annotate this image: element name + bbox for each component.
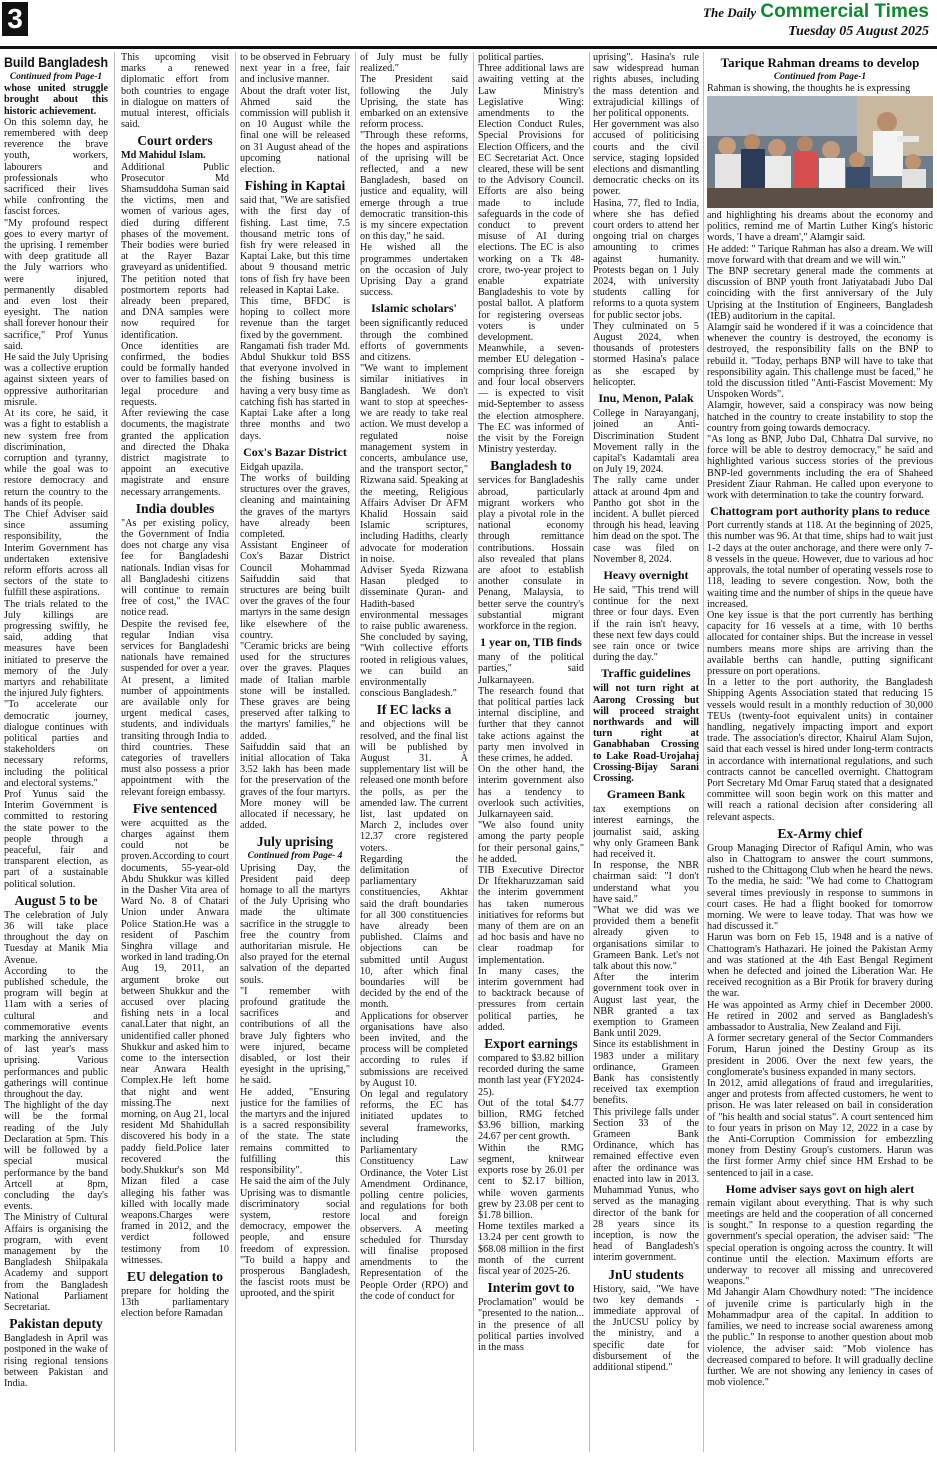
article-paragraph: Regarding the delimitation of parliamentary constituencies, Akhtar said the draft boundaries for all 300 constituencies have already been published. Claims and objections can be submitted until August 10, after which final boundaries will be decided by the end of the month. (360, 853, 468, 1011)
article-paragraph: In 2012, amid allegations of fraud and irregularities, anger and protests from affected customers, he went to prison. He was later released on bail in consideration of "his health and social status". A court sentenced him to four years in prison on May 12, 2022 in a case by the Anti-Corruption Commission for embezzling money from Destiny Group's customers. Harun was the first former Army chief since HM Ershad to be sentenced to jail in a case. (707, 1078, 933, 1179)
article-paragraph: and highlighting his dreams about the economy and politics, remind me of Martin Luther King's historic words, 'I have a dream'," Alamgir said. (707, 210, 933, 244)
speaker-photo (707, 96, 933, 208)
headline-tarique-rahman: Tarique Rahman dreams to develop (720, 55, 920, 70)
article-paragraph: The trials related to the July killings are progressing swiftly, he said, adding that measures have been initiated to preserve the memory of the July martyrs and rehabilitate the injured July fighters. (4, 598, 108, 700)
article-paragraph: Harun was born on Feb 15, 1948 and is a native of Chattogram's Hathazari. He joined the Pakistan Army and was stationed at the 4th East Bengal Regiment when he defected and joined the Liberation War. He received recognition as a Bir Protik for bravery during the war. (707, 932, 933, 1000)
article-paragraph: will not turn right at Aarong Crossing but will proceed straight northwards and will turn right at Ganabhaban Crossing to Lake Road-Urojahaj Crossing-Bijay Sarani Crossing. (593, 683, 699, 784)
subheading-fishing-in-kaptai: Fishing in Kaptai (244, 178, 346, 194)
article-paragraph: He wished all the programmes undertaken on the occasion of July Uprising Day a grand success. (360, 242, 468, 299)
article-paragraph: The works of building structures over the graves, cleaning and maintaining the graves of the martyrs have already been completed. (240, 472, 350, 540)
article-paragraph: On the other hand, the interim government also has a tendency to overlook such activities, Julkarnayeen said. (478, 764, 584, 820)
article-paragraph: Saifuddin said that an initial allocation of Taka 3.52 lakh has been made for the preservation of the graves of the four martyrs. More money will be allocated if necessary, he added. (240, 741, 350, 832)
article-paragraph: He added: " Tarique Rahman has also a dream. We will move forward with that dream and we will win." (707, 243, 933, 266)
paper-name (703, 2, 929, 23)
subheading-coxs-bazar: Cox's Bazar District (243, 444, 347, 459)
photo-of-speaker-at-podium-icon (707, 96, 933, 208)
article-paragraph: "Through these reforms, the hopes and aspirations of the uprising will be reflected, and a new Bangladesh, based on justice and equality, will emerge through a true democratic transition-this is my sincere expectation on this day," he said. (360, 130, 468, 243)
article-paragraph: Hasina, 77, fled to India, where she has defied court orders to attend her ongoing trial on charges amounting to crimes against humanity. Protests began on 1 July 2024, with university students calling for reforms to a quota system for public sector jobs. (593, 197, 699, 321)
subheading-august-5: August 5 to be (14, 892, 98, 908)
article-paragraph: many of the political parties," said Julkarnayeen. (478, 652, 584, 686)
subheading-islamic-scholars: Islamic scholars' (371, 301, 457, 316)
article-paragraph: "To accelerate our democratic journey, dialogue continues with political parties and stakeholders on necessary reforms, including the political and electoral systems." (4, 699, 108, 789)
article-paragraph: "We also found unity among the party people for their personal gains," he added. (478, 820, 584, 865)
article-paragraph: "What we did was we provided them a benefit already given to organisations similar to Grameen Bank. Let's not talk about this now." (593, 905, 699, 973)
article-paragraph: About the draft voter list, Ahmed said the commission will publish it on 10 August while the final one will be released on 31 August ahead of the upcoming national election. (240, 85, 350, 176)
article-paragraph: After reviewing the case documents, the magistrate granted the application and directed the Dhaka district magistrate to appoint an executive magistrate and ensure necessary arrangements. (121, 408, 229, 498)
article-lead: Md Mahidul Islam. (121, 150, 206, 162)
article-lead: Rahman is showing, the thoughts he is expressing (707, 83, 911, 94)
paper-name-main: Commercial Times (760, 1, 929, 22)
column-1 (4, 52, 108, 1452)
article-paragraph: Applications for observer organisations have also been invited, and the process will be completed according to rules if submissions are received by August 10. (360, 1010, 468, 1089)
article-paragraph: Despite the revised fee, regular Indian visa services for Bangladeshi nationals have remained suspended for over a year. At present, a limited number of appointments are available only for urgent medical cases, students, and individuals transiting through India to third countries. These categories of travellers must also possess a prior appointment with the relevant foreign embassy. (121, 618, 229, 798)
column-6 (593, 52, 699, 1452)
article-paragraph: He said the July Uprising was a collective eruption against sixteen years of oppressive authoritarian misrule. (4, 352, 108, 408)
article-paragraph: "Ceramic bricks are being used for the structures over the graves. Plaques made of Italian marble stone will be installed. These graves are being preserved after talking to the martyrs' families," he added. (240, 640, 350, 742)
article-paragraph: political parties. (478, 52, 544, 63)
article-paragraph: In a letter to the port authority, the Bangladesh Shipping Agents Association stated that reducing 15 vessels would result in a monthly reduction of 30,000 TEUs (twenty-foot equivalent units) in container handling, negatively impacting import and export trade. The association's director, Khairul Alam Sujon, said that each vessel is hired under long-term contracts in accordance with international regulations, and such contracts cannot be cancelled overnight. Chattogram Port Secretary Md Omar Faruq stated that a designated committee will soon begin work on this matter and will reach a rational decision after considering all relevant aspects. (707, 677, 933, 823)
column-5 (478, 52, 584, 1452)
article-paragraph: The celebration of July 36 will take place throughout the day on Tuesday at Manik Mia Avenue. (4, 909, 108, 966)
article-paragraph: were acquitted as the charges against them could not be proven.According to court documents, 55-year-old Abdu Shukkur was killed in the Dasher Vita area of Ward No. 8 of Chatari Union under Anwara Police Station.He was a resident of Paschim Singhra village and worked in land trading.On Aug 19, 2011, an argument broke out between Shukkur and the accused over placing fishing nets in a local canal.Later that night, an unidentified caller phoned Shukkur and asked him to come to the intersection near Anwara Health Complex.He left home that night and went missing.The next morning, on Aug 21, local resident Md Shahidullah discovered his body in a paddy field.Police later recovered the body.Shukkur's son Md Mizan filed a case alleging his father was killed with locally made weapons.Charges were framed in 2012, and the verdict followed testimony from 10 witnesses. (121, 817, 229, 1266)
column-divider (235, 52, 236, 1452)
article-paragraph: The rally came under attack at around 4pm and Pantho got shot in the incident. A bullet pierced through his head, leaving him dead on the spot. The case was filed on November 8, 2024. (593, 475, 699, 565)
article-paragraph: compared to $3.82 billion recorded during the same month last year (FY2024-25). (478, 1053, 584, 1098)
article-paragraph: Three additional laws are awaiting vetting at the Law Ministry's Legislative Wing: amendments to the Election Conduct Rules, Special Provisions for Election Officers, and the EC Secretariat Act. Once cleared, these will be sent to the Advisory Council. Efforts are also being made to include safeguards in the code of conduct to prevent misuse of AI during elections. The EC is also working on a Tk 48-crore, two-year project to enable expatriate Bangladeshis to vote by postal ballot. A platform for registering overseas voters is under development. (478, 63, 584, 344)
article-paragraph: Her government was also accused of politicising courts and the civil service, staging lopsided elections and dismantling democratic checks on its power. (593, 119, 699, 198)
article-paragraph: The research found that that political parties lack internal discipline, and further that they cannot take actions against the party men involved in these crimes, he added. (478, 685, 584, 764)
article-paragraph: TIB Executive Director Dr Iftekharuzzaman said the interim government has taken numerous initiatives for reforms but many of them are on an ad hoc basis and have no clear roadmap for implementation. (478, 865, 584, 966)
masthead (0, 0, 937, 50)
article-paragraph: remain vigilant about everything. That is why such meetings are held and the cooperation of all concerned is sought." In response to a question regarding the government's special operation, the adviser said: "The special operation is ongoing across the country. It will continue until the election. Maximum efforts are underway to recover all missing and unrecovered weapons." (707, 1197, 933, 1288)
subheading-grameen-bank: Grameen Bank (606, 787, 686, 802)
column-divider (473, 52, 474, 1452)
subheading-inu-menon-palak: Inu, Menon, Palak (598, 391, 694, 406)
article-paragraph: The highlight of the day will be the formal reading of the July Declaration at 5pm. This will be followed by a special musical performance by the band Artcell at 8pm, concluding the day's events. (4, 1100, 108, 1213)
subheading-heavy-overnight: Heavy overnight (603, 567, 689, 582)
article-paragraph: of July must be fully realized." (360, 52, 468, 75)
subheading-traffic-guidelines: Traffic guidelines (601, 666, 691, 681)
article-paragraph: Alamgir said he wondered if it was a coincidence that whenever the country is destroyed, the economy is destroyed, the responsibility falls on the BNP to rebuild it. "Today, perhaps BNP will have to take that responsibility again. This challenge must be faced," he told the discussion titled "Anti-Fascist Movement: My Unspoken Words". (707, 322, 933, 401)
article-paragraph: Since its establishment in 1983 under a military ordinance, Grameen Bank has consistently received tax exemption benefits. (593, 1039, 699, 1107)
article-paragraph: The Ministry of Cultural Affairs is organising the program, with event management by the Bangladesh Shilpakala Academy and support from the Bangladesh National Parliament Secretariat. (4, 1212, 108, 1313)
article-paragraph: Alamgir, however, said a conspiracy was now being hatched in the country to create instability to stop the country from going towards democracy. (707, 400, 933, 434)
article-paragraph: Meanwhile, a seven-member EU delegation - comprising three foreign and four local observers — is expected to visit mid-September to assess the election atmosphere. The EC was informed of the visit by the Foreign Ministry yesterday. (478, 343, 584, 456)
article-paragraph: Bangladesh in April was postponed in the wake of rising regional tensions between Pakistan and India. (4, 1333, 108, 1389)
article-paragraph: The petition noted that postmortem reports had already been prepared, and DNA samples were now required for identification. (121, 273, 229, 341)
article-paragraph: Adviser Syeda Rizwana Hasan pledged to disseminate Quran- and Hadith-based environmental messages to raise public awareness. She concluded by saying, "With collective efforts rooted in religious values, we can build an environmentally conscious Bangladesh." (360, 564, 468, 700)
article-paragraph: College in Narayanganj, joined an Anti-Discrimination Student Movement rally in the capital's Kadamtali area on July 19, 2024. (593, 408, 699, 476)
article-paragraph: This time, BFDC is hoping to collect more revenue than the target fixed by the government. (240, 296, 350, 341)
article-paragraph: The President said following the July Uprising, the state has embarked on an extensive reform process. (360, 74, 468, 131)
column-7 (707, 210, 933, 1455)
subheading-india-doubles: India doubles (135, 500, 215, 516)
subheading-tib-finds: 1 year on, TIB finds (480, 635, 582, 650)
paper-name-prefix: The Daily (703, 5, 757, 20)
column-divider (114, 52, 115, 1452)
article-paragraph: uprising". Hasina's rule saw widespread human rights abuses, including the mass detention and extrajudicial killings of her political opponents. (593, 52, 699, 120)
article-paragraph: said that, "We are satisfied with the first day of fishing. Last time, 7.5 thousand metric tons of fish fry were released in Kaptai Lake, but this time about 9 thousand metric tons of fish fry have been released in Kaptai Lake. (240, 195, 350, 296)
article-paragraph: On this solemn day, he remembered with deep reverence the brave youth, workers, labourers and professionals who sacrificed their lives while confronting the fascist forces. (4, 116, 108, 218)
article-paragraph: Home textiles marked a 13.24 per cent growth to $68.08 million in the first month of the current fiscal year of 2025-26. (478, 1221, 584, 1277)
subheading-home-adviser: Home adviser says govt on high alert (725, 1181, 915, 1196)
column-2 (121, 52, 229, 1452)
article-paragraph: and objections will be resolved, and the final list will be published by August 31. A supplementary list will be released one month before the polls, as per the amended law. The current list, last updated on March 2, includes over 12.37 crore registered voters. (360, 719, 468, 854)
subheading-interim-govt: Interim govt to (487, 1280, 575, 1296)
subheading-if-ec-lacks: If EC lacks a (376, 702, 452, 718)
article-paragraph: tax exemptions on interest earnings, the journalist said, asking why only Grameen Bank had received it. (593, 804, 699, 860)
article-paragraph: History, said, "We have two key demands - immediate approval of the JnUCSU policy by the ministry, and a specific date for disbursement of the additional stipend." (593, 1283, 699, 1373)
subheading-pakistan-deputy: Pakistan deputy (9, 1316, 103, 1332)
article-paragraph: Uprising Day, the President paid deep homage to all the martyrs of the July Uprising who made the ultimate sacrifice in the struggle to free the country from authoritarian misrule. He also prayed for the eternal salvation of the departed souls. (240, 862, 350, 986)
article-paragraph: been significantly reduced through the combined efforts of governments and citizens. (360, 318, 468, 364)
article-paragraph: Within the RMG segment, knitwear exports rose by 26.01 per cent to $2.17 billion, while woven garments grew by 23.08 per cent to $1.78 billion. (478, 1142, 584, 1221)
article-paragraph: In response, the NBR chairman said: "I don't understand what you have said." (593, 860, 699, 905)
article-paragraph: "I remember with profound gratitude the sacrifices and contributions of all the brave July fighters who were injured, became disabled, or lost their eyesight in the uprising," he said. (240, 985, 350, 1087)
article-paragraph: The BNP secretary general made the comments at discussion of BNP youth front Jatiyatabadi Jubo Dal coinciding with the first anniversary of the July Uprising at the Institution of Engineers, Bangladesh (IEB) auditorium in the capital. (707, 266, 933, 322)
article-paragraph: The Chief Adviser said since assuming responsibility, the Interim Government has undertaken extensive reform efforts across all sectors of the state to fulfill these aspirations. (4, 508, 108, 599)
article-paragraph: He added, "Ensuring justice for the families of the martyrs and the injured is a sacred responsibility of the state. The state remains committed to fulfilling this responsibility". (240, 1086, 350, 1177)
article-paragraph: to be observed in February next year in a free, fair and inclusive manner. (240, 52, 350, 86)
article-lead: whose united struggle brought about this historic achievement. (4, 83, 108, 117)
tarique-article-head (707, 52, 933, 94)
subheading-eu-delegation: EU delegation to (127, 1268, 223, 1284)
article-paragraph: Assistant Engineer of Cox's Bazar District Council Mohammad Saifuddin said that structures are being built over the graves of the four martyrs in the same design like elsewhere of the country. (240, 540, 350, 641)
article-paragraph: "We want to implement similar initiatives in Bangladesh. We don't want to stop at speeches-we are ready to take real action. We must develop a regulated noise management system in concerts, ambulance use, and the transport sector," Rizwana said. Speaking at the meeting, Religious Affairs Adviser Dr AFM Khalid Hossain said Islamic scriptures, including Hadiths, clearly advocate for moderation in noise. (360, 363, 468, 565)
article-paragraph: He was appointed as Army chief in December 2000. He retired in 2002 and served as Bangladesh's ambassador to Australia, New Zealand and Fiji. (707, 999, 933, 1034)
column-divider (589, 52, 590, 1452)
masthead-rule (0, 46, 937, 49)
headline-build-bangladesh: Build Bangladesh (4, 54, 108, 70)
article-paragraph: After the interim government took over in August last year, the NBR granted a tax exemption to Grameen Bank until 2029. (593, 972, 699, 1040)
article-paragraph: "As per existing policy, the Government of India does not charge any visa fee for Bangladeshi nationals. Indian visas for all Bangladeshi citizens will continue to remain free of cost," the IVAC notice read. (121, 517, 229, 619)
page-number: 3 (2, 2, 28, 36)
article-paragraph: Prof Yunus said the Interim Government is committed to restoring the state power to the people through a peaceful, fair and transparent election, as part of a sustainable political solution. (4, 789, 108, 890)
article-paragraph: Rangamati fish trader Md. Abdul Shukkur told BSS that everyone involved in the fishing business is having a very busy time as catching fish has started in Kaptai Lake after a long three months and two days. (240, 340, 350, 442)
subheading-court-orders: Court orders (137, 133, 213, 149)
article-paragraph: This upcoming visit marks a renewed diplomatic effort from both countries to engage in dialogue on matters of mutual interest, officials said. (121, 52, 229, 131)
article-paragraph: This privilege falls under Section 33 of the Grameen Bank Ordinance, which has remained effective even after the ordinance was enacted into law in 2013. Muhammad Yunus, who served as the managing director of the bank for 28 years since its inception, is now the head of Bangladesh's interim government. (593, 1106, 699, 1264)
article-paragraph: prepare for holding the 13th parliamentary election before Ramadan (121, 1285, 229, 1320)
column-divider (355, 52, 356, 1452)
subheading-five-sentenced: Five sentenced (132, 800, 218, 816)
article-paragraph: One key issue is that the port currently has berthing capacity for 16 vessels at a time, with 10 berths allocated for container ships. But the increase in vessel numbers means more ships are arriving than the available berths can handle, putting significant pressure on port operations. (707, 609, 933, 677)
column-4 (360, 52, 468, 1452)
subheading-export-earnings: Export earnings (484, 1036, 578, 1052)
continued-label: Continued from Page-1 (773, 72, 867, 82)
issue-date: Tuesday 05 August 2025 (788, 24, 929, 39)
article-paragraph: He said the aim of the July Uprising was to dismantle discriminatory social system, restore democracy, empower the people, and ensure freedom of expression. "To build a happy and prosperous Bangladesh, the fascist roots must be uprooted, and the spirit (240, 1176, 350, 1300)
article-paragraph: On legal and regulatory reforms, the EC has initiated updates to several frameworks, including the Parliamentary Constituency Law Ordinance, the Voter List Amendment Ordinance, polling centre policies, and regulations for both local and foreign observers. A meeting scheduled for Thursday will finalise proposed amendments to the Representation of the People Order (RPO) and the code of conduct for (360, 1089, 468, 1302)
article-paragraph: "My profound respect goes to every martyr of the uprising. I remember with deep gratitude all the July warriors who were injured, permanently disabled and even lost their eyesight. The nation shall forever honour their sacrifice," Prof Yunus said. (4, 217, 108, 352)
continued-label: Continued from Page-1 (9, 72, 103, 82)
article-paragraph: "As long as BNP, Jubo Dal, Chhatra Dal survive, no force will be able to destroy democracy," he said and highlighted various success stories of the previous BNP-led governments including the era of Shaheed President Ziaur Rahman. He called upon everyone to work with determination to take the country forward. (707, 434, 933, 502)
subheading-july-uprising: July uprising (256, 834, 334, 850)
article-paragraph: Proclamation" would be "presented to the nation... in the presence of all political parties involved in the mass (478, 1297, 584, 1353)
article-paragraph: They culminated on 5 August 2024, when thousands of protesters stormed Hasina's palace as she escaped by helicopter. (593, 320, 699, 388)
article-paragraph: At its core, he said, it was a fight to establish a new system free from discrimination, corruption and tyranny, while the goal was to restore democracy and return the country to the hands of its people. (4, 408, 108, 509)
article-paragraph: Md Jahangir Alam Chowdhury noted: "The incidence of juvenile crime is particularly high in the Mohammadpur area of the capital. In addition to families, we need to increase social awareness among the public." In response to another question about mob violence, the adviser said: "Mob violence has decreased compared to before. It will gradually decline further. We are not showing any leniency in cases of mob violence." (707, 1287, 933, 1389)
article-lead: Eidgah upazila. (240, 461, 304, 473)
column-3 (240, 52, 350, 1452)
subheading-jnu-students: JnU students (608, 1266, 684, 1282)
article-paragraph: Port currently stands at 118. At the beginning of 2025, this number was 96. At that time, ships had to wait just 1-2 days at the outer anchorage, and there were only 7-8 vessels in the queue. However, due to various ad hoc approvals, the total number of operating vessels rose to 118, leading to severe congestion. Now, both the waiting time and the number of ships in the queue have increased. (707, 520, 933, 610)
article-paragraph: Out of the total $4.77 billion, RMG fetched $3.96 billion, marking 24.67 per cent growth. (478, 1097, 584, 1143)
article-paragraph: Group Managing Director of Rafiqul Amin, who was also in Chattogram to answer the court summons, rushed to the Chittagong Club when he heard the news. To the media, he said: "We had come to Chattogram several times previously in response to summons in court cases. He had a flight booked for tomorrow morning. We were to leave today. That was how we had discussed it." (707, 842, 933, 933)
article-paragraph: He said, "This trend will continue for the next three or four days. Even if the rain isn't heavy, these next few days could see rain once or twice during the day." (593, 584, 699, 664)
column-divider (703, 52, 704, 1452)
subheading-ex-army-chief: Ex-Army chief (777, 825, 863, 841)
article-paragraph: In many cases, the interim government had to backtrack because of pressures from certain political parties, he added. (478, 965, 584, 1033)
subheading-bangladesh-to: Bangladesh to (490, 458, 572, 474)
subheading-chattogram-port: Chattogram port authority plans to reduce (710, 504, 930, 519)
article-paragraph: Additional Public Prosecutor Md Shamsuddoha Suman said the victims, men and women of various ages, died during different phases of the movement. Their bodies were buried at the Rayer Bazar graveyard as unidentified. (121, 161, 229, 274)
article-paragraph: services for Bangladeshis abroad, particularly migrant workers who play a pivotal role in the national economy through remittance contributions. Hossain also revealed that plans are afoot to establish another consulate in Penang, Malaysia, to better serve the country's substantial migrant workforce in the region. (478, 475, 584, 632)
article-paragraph: Once identities are confirmed, the bodies could be formally handed over to families based on legal procedure and requests. (121, 340, 229, 408)
article-paragraph: According to the published schedule, the program will begin at 11am with a series of cultural and commemorative events marking the anniversary of last year's mass uprising. Various performances and public gatherings will continue throughout the day. (4, 965, 108, 1101)
article-paragraph: A former secretary general of the Sector Commanders Forum, Harun joined the Destiny Group as its president in 2006. Over the next few years, the conglomerate's business expanded in many sectors. (707, 1033, 933, 1078)
continued-label: Continued from Page- 4 (247, 851, 343, 862)
